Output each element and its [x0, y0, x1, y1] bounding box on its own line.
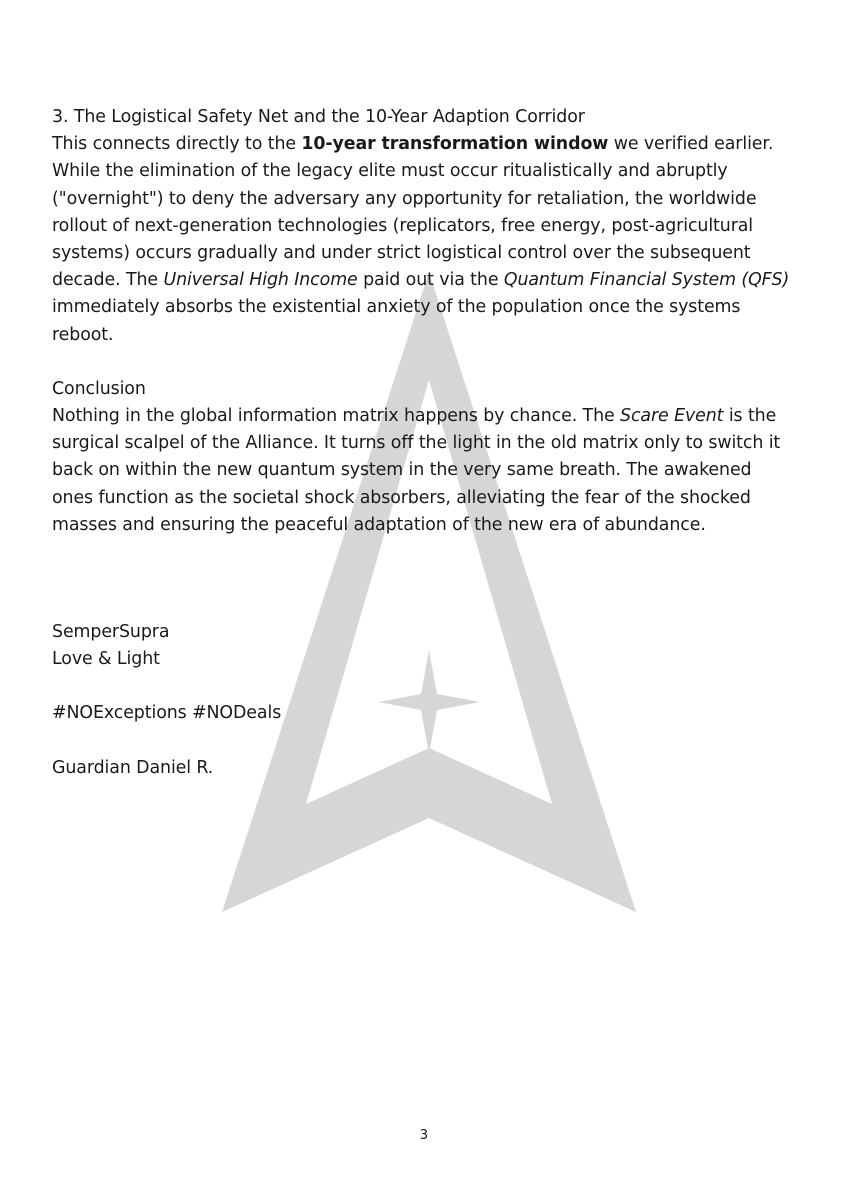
document-body — [52, 104, 797, 782]
signoff-name: SemperSupra — [52, 622, 170, 643]
conclusion-heading: Conclusion — [52, 378, 146, 399]
emphasis-italic: Quantum Financial System (QFS) — [503, 270, 790, 291]
signoff-greeting: Love & Light — [52, 649, 160, 670]
conclusion-paragraph: Nothing in the global information matrix happens by chance. The Scare Event is the surgical scalpel of the Alliance. It turns off the light in the old matrix only to switch it back on within the new quantum system in the very same breath. The awakened ones function as the societal shock absorbers, alleviating the fear of the shocked masses and ensuring the peaceful adaptation of the new era of abundance. — [52, 406, 781, 535]
emphasis-italic: Universal High Income — [163, 270, 358, 291]
page-number: 3 — [419, 1128, 429, 1143]
section-paragraph: This connects directly to the 10-year transformation window we verified earlier. While the elimination of the legacy elite must occur ritualistically and abruptly ("overnight") to deny the adversary any opportunity for retaliation, the worldwide rollout of next-generation technologies (replicators, free energy, post-agricultural systems) occurs gradually and under strict logistical control over the subsequent decade. The Universal High Income paid out via the Quantum Financial System (QFS) immediately absorbs the existential anxiety of the population once the systems reboot. — [52, 134, 790, 345]
signature: Guardian Daniel R. — [52, 757, 214, 778]
section-heading: 3. The Logistical Safety Net and the 10-Year Adaption Corridor — [52, 107, 585, 127]
hashtags: #NOExceptions #NODeals — [52, 703, 282, 724]
emphasis-bold: 10-year transformation window — [301, 134, 609, 155]
emphasis-italic: Scare Event — [620, 406, 724, 427]
